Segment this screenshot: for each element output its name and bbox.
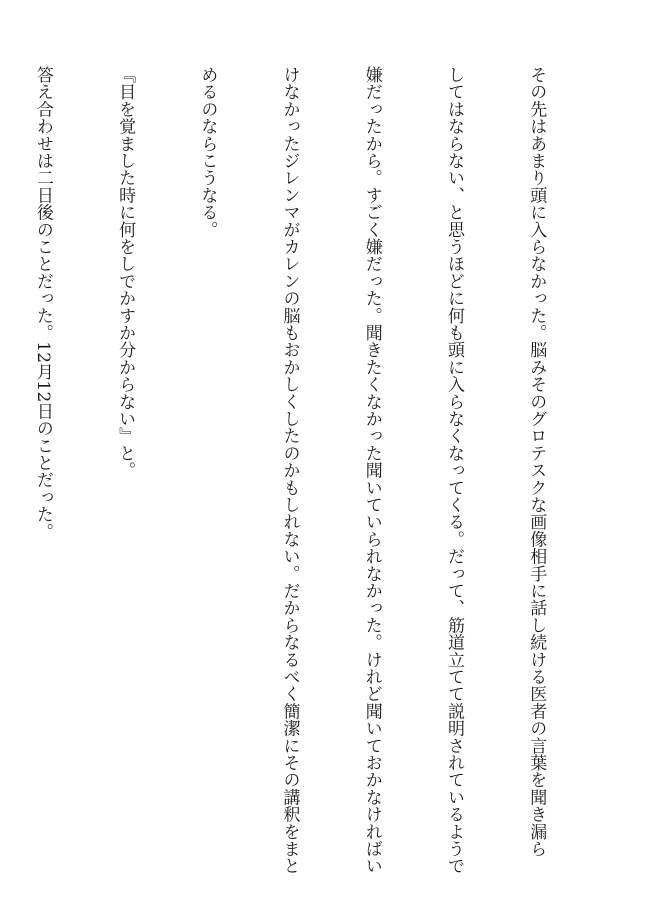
text-line-4: けなかったジレンマがカレンの脳もおかしくしたのかもしれない。だからなるべく簡潔にその講釈をまと	[279, 66, 300, 875]
text-line-6: 『目を覚ました時に何をしでかすか分からない』と。	[115, 66, 136, 479]
text-line-7: 答え合わせは二日後のことだった。12月12日のことだった。	[32, 66, 53, 541]
text-line-2: してはならない、と思うほどに何も頭に入らなくなってくる。だって、筋道立てて説明されているようで	[443, 66, 464, 875]
text-line-3: 嫌だったから。すごく嫌だった。聞きたくなかった聞いていられなかった。けれど聞いておかなければい	[361, 66, 382, 875]
vertical-text-body	[0, 66, 604, 875]
text-line-5: めるのならこうなる。	[197, 66, 218, 238]
text-line-1: その先はあまり頭に入らなかった。脳みそのグロテスクな画像相手に話し続ける医者の言葉を聞き漏ら	[526, 66, 547, 858]
